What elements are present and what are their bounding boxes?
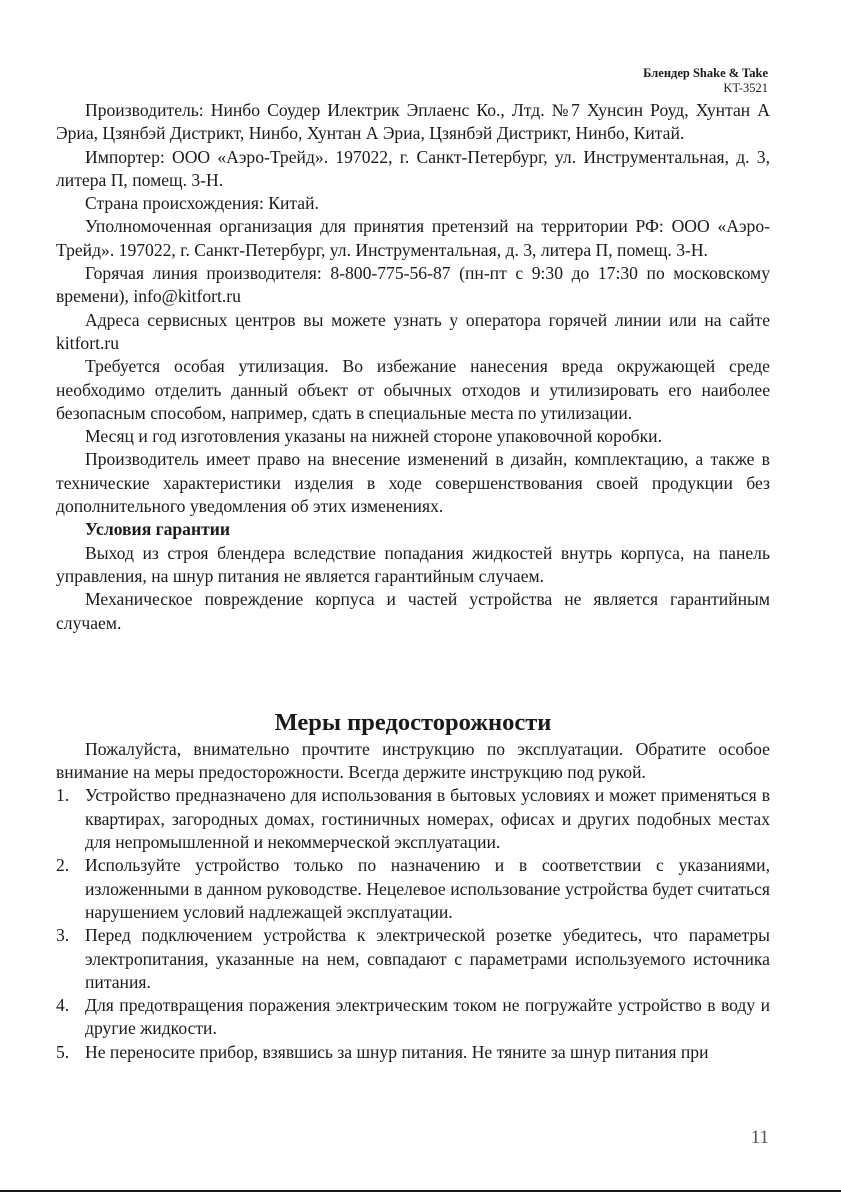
page-number: 11 [750, 1127, 769, 1148]
precautions-intro: Пожалуйста, внимательно прочтите инструкцию по эксплуатации. Обратите особое внимание на меры предосторожности. Всегда держите инструкцию под рукой. [56, 738, 770, 783]
list-item [56, 854, 770, 924]
bottom-divider [0, 1190, 841, 1192]
product-name: Блендер Shake & Take [643, 66, 768, 80]
warranty-paragraph: Выход из строя блендера вследствие попадания жидкостей внутрь корпуса, на панель управления, на шнур питания не является гарантийным случаем. [56, 542, 770, 586]
importer-paragraph: Импортер: ООО «Аэро-Трейд». 197022, г. Санкт-Петербург, ул. Инструментальная, д. 3, литера П, помещ. 3-Н. [56, 146, 770, 190]
manufacturer-paragraph: Производитель: Нинбо Соудер Илектрик Эплаенс Ко., Лтд. №7 Хунсин Роуд, Хунтан А Эриа, Цзянбэй Дистрикт, Нинбо, Хунтан А Эриа, Цзянбэй Дистрикт, Нинбо, Китай. [56, 100, 770, 144]
warranty-section [56, 518, 770, 634]
list-item-number: 1. [56, 785, 70, 806]
list-item-number: 3. [56, 925, 70, 946]
list-item-text: Устройство предназначено для использования в бытовых условиях и может применяться в квартирах, загородных домах, гостиничных номерах, офисах и других подобных местах для непромышленной и некоммерческой эксплуатации. [85, 785, 770, 853]
precautions-section [56, 708, 770, 1064]
list-item [56, 994, 770, 1041]
precautions-list [56, 784, 770, 1064]
page-header [643, 66, 768, 96]
origin-paragraph: Страна происхождения: Китай. [85, 193, 319, 214]
section-title: Меры предосторожности [274, 708, 552, 736]
list-item [56, 784, 770, 854]
manufacturer-info [56, 99, 770, 518]
claims-organization-paragraph: Уполномоченная организация для принятия претензий на территории РФ: ООО «Аэро-Трейд». 197022, г. Санкт-Петербург, ул. Инструментальная, д. 3, литера П, помещ. 3-Н. [56, 216, 770, 260]
list-item-number: 4. [56, 995, 70, 1016]
page-content [56, 99, 770, 1064]
list-item-number: 5. [56, 1041, 70, 1062]
warranty-title: Условия гарантии [85, 519, 231, 540]
list-item [56, 924, 770, 994]
list-item [56, 1041, 770, 1064]
service-centers-paragraph: Адреса сервисных центров вы можете узнать у оператора горячей линии или на сайте kitfort.ru [56, 309, 770, 353]
manufacture-date-paragraph: Месяц и год изготовления указаны на нижней стороне упаковочной коробки. [85, 426, 662, 447]
changes-notice-paragraph: Производитель имеет право на внесение изменений в дизайн, комплектацию, а также в технические характеристики изделия в ходе совершенствования своей продукции без дополнительного уведомления об этих изменениях. [56, 449, 770, 517]
list-item-text: Перед подключением устройства к электрической розетке убедитесь, что параметры электропитания, указанные на нем, совпадают с параметрами используемого источника питания. [85, 925, 770, 992]
list-item-text: Не переносите прибор, взявшись за шнур питания. Не тяните за шнур питания при [85, 1041, 709, 1062]
list-item-text: Используйте устройство только по назначению и в соответствии с указаниями, изложенными в данном руководстве. Нецелевое использование устройства будет считаться нарушением условий надлежащей эксплуатации. [85, 855, 770, 922]
hotline-paragraph: Горячая линия производителя: 8-800-775-56-87 (пн-пт с 9:30 до 17:30 по московскому времени), info@kitfort.ru [56, 263, 770, 307]
warranty-paragraph: Механическое повреждение корпуса и частей устройства не является гарантийным случаем. [56, 589, 770, 633]
model-number: KT-3521 [723, 81, 768, 95]
disposal-paragraph: Требуется особая утилизация. Во избежание нанесения вреда окружающей среде необходимо отделить данный объект от обычных отходов и утилизировать его наиболее безопасным способом, например, сдать в специальные места по утилизации. [56, 356, 770, 423]
list-item-number: 2. [56, 855, 70, 876]
list-item-text: Для предотвращения поражения электрическим током не погружайте устройство в воду и другие жидкости. [85, 995, 770, 1039]
